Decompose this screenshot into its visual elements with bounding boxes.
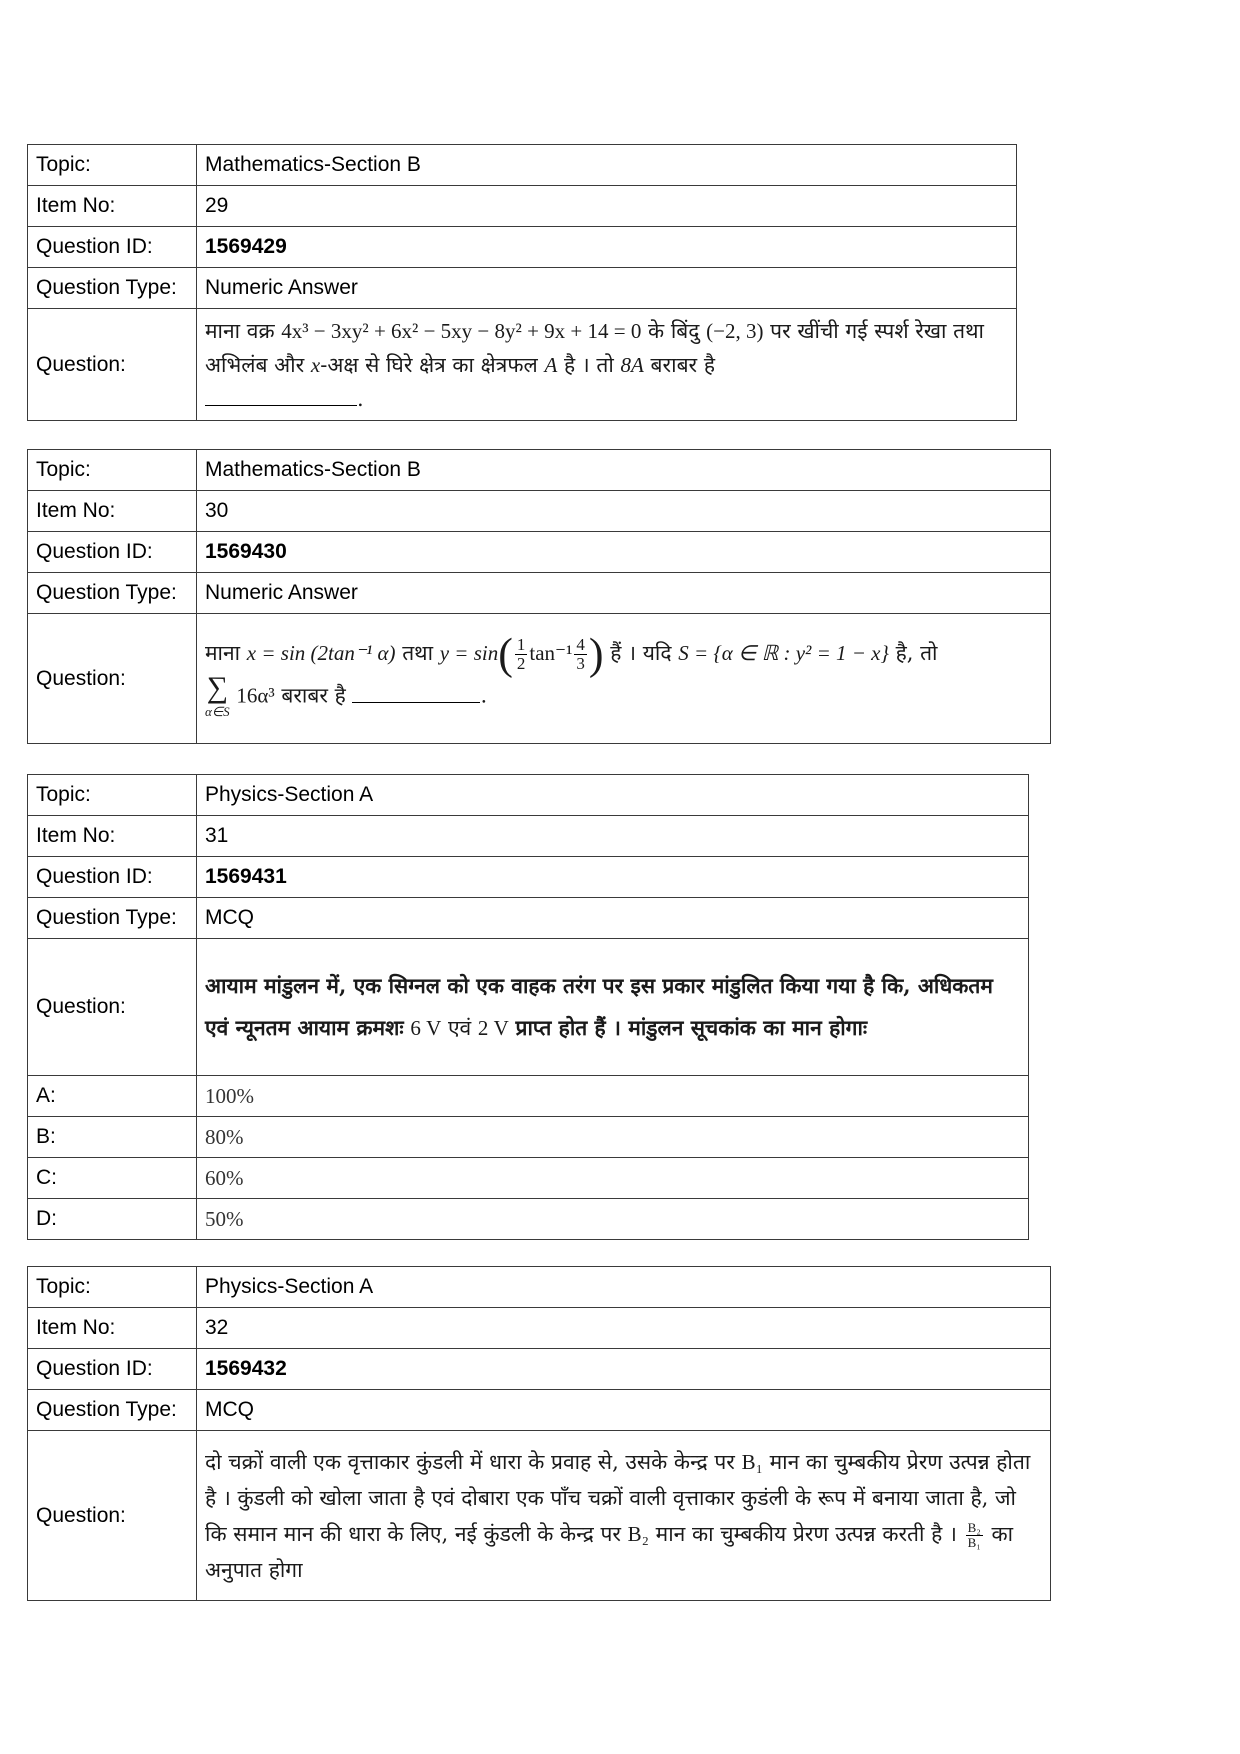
item-no-label: Item No: bbox=[28, 1308, 197, 1349]
question-id-label: Question ID: bbox=[28, 857, 197, 898]
q-text-part: बराबर है bbox=[650, 352, 715, 377]
question-block-29 bbox=[27, 144, 1017, 421]
option-value-b[interactable]: 80% bbox=[197, 1117, 1029, 1158]
question-id-value: 1569431 bbox=[197, 857, 1029, 898]
question-block-30 bbox=[27, 449, 1051, 744]
option-row-d[interactable] bbox=[28, 1199, 1029, 1240]
item-no-value: 31 bbox=[197, 816, 1029, 857]
question-id-row bbox=[28, 532, 1051, 573]
q-end: . bbox=[357, 386, 364, 411]
q-text-part: माना bbox=[205, 641, 241, 665]
item-no-value: 30 bbox=[197, 491, 1051, 532]
fraction-denominator: B₁ bbox=[967, 1534, 981, 1550]
question-type-label: Question Type: bbox=[28, 573, 197, 614]
topic-value: Mathematics-Section B bbox=[197, 145, 1017, 186]
fraction-four-thirds bbox=[574, 636, 587, 673]
topic-value: Mathematics-Section B bbox=[197, 450, 1051, 491]
question-type-value: MCQ bbox=[197, 898, 1029, 939]
fraction-denominator: 3 bbox=[576, 654, 585, 673]
q-text-part: पर खींची गई स्पर्श रेखा तथा अभिलंब और bbox=[205, 318, 984, 377]
topic-row bbox=[28, 145, 1017, 186]
q-var-x: x bbox=[310, 352, 321, 377]
question-type-label: Question Type: bbox=[28, 268, 197, 309]
q-text-part: एवं bbox=[447, 1016, 472, 1040]
item-no-row bbox=[28, 1308, 1051, 1349]
sum-term: 16α³ bbox=[236, 683, 275, 708]
item-no-value: 32 bbox=[197, 1308, 1051, 1349]
option-label-c: C: bbox=[28, 1158, 197, 1199]
sum-subscript: α∈S bbox=[205, 704, 230, 719]
q-text-part: माना वक्र bbox=[205, 318, 275, 343]
question-id-label: Question ID: bbox=[28, 1349, 197, 1390]
q-text-part: हैं । यदि bbox=[610, 641, 672, 665]
topic-label: Topic: bbox=[28, 145, 197, 186]
topic-label: Topic: bbox=[28, 775, 197, 816]
question-id-row bbox=[28, 1349, 1051, 1390]
option-row-b[interactable] bbox=[28, 1117, 1029, 1158]
question-text bbox=[197, 309, 1017, 421]
question-text bbox=[197, 939, 1029, 1076]
option-label-a: A: bbox=[28, 1076, 197, 1117]
topic-row bbox=[28, 775, 1029, 816]
question-type-row bbox=[28, 573, 1051, 614]
topic-row bbox=[28, 450, 1051, 491]
question-type-row bbox=[28, 898, 1029, 939]
question-block-32 bbox=[27, 1266, 1051, 1601]
right-paren: ) bbox=[588, 629, 604, 679]
question-type-value: MCQ bbox=[197, 1390, 1051, 1431]
topic-value: Physics-Section A bbox=[197, 1267, 1051, 1308]
topic-value: Physics-Section A bbox=[197, 775, 1029, 816]
q-equation: 4x³ − 3xy² + 6x² − 5xy − 8y² + 9x + 14 = 0 bbox=[281, 318, 642, 343]
question-text bbox=[197, 1431, 1051, 1601]
q-end: . bbox=[480, 683, 488, 708]
q-expr-8a: 8A bbox=[620, 352, 644, 377]
option-label-b: B: bbox=[28, 1117, 197, 1158]
answer-blank bbox=[352, 680, 480, 703]
question-id-label: Question ID: bbox=[28, 227, 197, 268]
question-type-row bbox=[28, 268, 1017, 309]
q-point: (−2, 3) bbox=[706, 318, 764, 343]
option-label-d: D: bbox=[28, 1199, 197, 1240]
q-text-part: प्राप्त होत हैं । मांडुलन सूचकांक का मान होगाः bbox=[515, 1015, 868, 1040]
fraction-numerator: B₂ bbox=[967, 1519, 981, 1535]
option-value-c[interactable]: 60% bbox=[197, 1158, 1029, 1199]
q-text-part: आयाम मांडुलन में, एक सिग्नल को एक वाहक तरंग पर इस प्रकार मांडुलित किया गया है कि, अधिकतम एवं न्यूनतम आयाम क्रमशः bbox=[205, 973, 993, 1040]
question-id-value: 1569432 bbox=[197, 1349, 1051, 1390]
question-label: Question: bbox=[28, 1431, 197, 1601]
question-type-row bbox=[28, 1390, 1051, 1431]
question-row bbox=[28, 939, 1029, 1076]
sigma-symbol: ∑ bbox=[206, 671, 229, 704]
question-type-label: Question Type: bbox=[28, 1390, 197, 1431]
q-text-part: तथा bbox=[402, 641, 434, 665]
q-text-part: दो चक्रों वाली एक वृत्ताकार कुंडली में धारा के प्रवाह से, उसके केन्द्र पर bbox=[205, 1449, 735, 1474]
question-id-label: Question ID: bbox=[28, 532, 197, 573]
item-no-label: Item No: bbox=[28, 491, 197, 532]
q-y-equation: y = sin bbox=[439, 641, 499, 665]
question-label: Question: bbox=[28, 939, 197, 1076]
question-type-value: Numeric Answer bbox=[197, 573, 1051, 614]
fraction-numerator: 4 bbox=[576, 635, 585, 654]
q-text-part: के बिंदु bbox=[648, 318, 700, 343]
item-no-label: Item No: bbox=[28, 186, 197, 227]
item-no-label: Item No: bbox=[28, 816, 197, 857]
question-block-31 bbox=[27, 774, 1029, 1240]
option-row-a[interactable] bbox=[28, 1076, 1029, 1117]
q-b1: B₁ bbox=[741, 1449, 763, 1474]
item-no-value: 29 bbox=[197, 186, 1017, 227]
question-text bbox=[197, 614, 1051, 744]
item-no-row bbox=[28, 816, 1029, 857]
q-tan-inverse: tan⁻¹ bbox=[529, 641, 573, 665]
q-text-part: मान का चुम्बकीय प्रेरण उत्पन्न होता है । कुंडली को खोला जाता है एवं दोबारा एक पाँच चक्रों वाली वृत्ताकार कुडंली के रूप में बनाया जाता है, जो कि समान मान की धारा के लिए, नई कुंडली के केन्द्र पर bbox=[205, 1449, 1031, 1546]
answer-blank bbox=[205, 383, 357, 406]
q-text-part: है, तो bbox=[895, 641, 938, 665]
question-row bbox=[28, 309, 1017, 421]
q-text-part: बराबर है bbox=[281, 683, 346, 708]
q-voltage-min: 2 V bbox=[477, 1016, 509, 1040]
q-b2: B₂ bbox=[627, 1521, 649, 1546]
q-voltage-max: 6 V bbox=[410, 1016, 442, 1040]
q-text-part: मान का चुम्बकीय प्रेरण उत्पन्न करती है । bbox=[655, 1521, 957, 1546]
topic-label: Topic: bbox=[28, 1267, 197, 1308]
q-x-equation: x = sin (2tan⁻¹ α) bbox=[246, 641, 396, 665]
question-id-row bbox=[28, 857, 1029, 898]
question-label: Question: bbox=[28, 614, 197, 744]
fraction-denominator: 2 bbox=[516, 654, 526, 673]
q-var-a: A bbox=[544, 352, 558, 377]
q-text-part: का अनुपात होगा bbox=[205, 1521, 1014, 1582]
question-type-value: Numeric Answer bbox=[197, 268, 1017, 309]
question-type-label: Question Type: bbox=[28, 898, 197, 939]
question-row bbox=[28, 614, 1051, 744]
q-text-part: है । तो bbox=[563, 352, 614, 377]
fraction-numerator: 1 bbox=[516, 635, 526, 654]
question-id-row bbox=[28, 227, 1017, 268]
q-set-s: S = {α ∈ ℝ : y² = 1 − x} bbox=[678, 641, 889, 665]
item-no-row bbox=[28, 491, 1051, 532]
question-row bbox=[28, 1431, 1051, 1601]
topic-label: Topic: bbox=[28, 450, 197, 491]
option-value-d[interactable]: 50% bbox=[197, 1199, 1029, 1240]
ratio-fraction bbox=[966, 1521, 983, 1550]
question-label: Question: bbox=[28, 309, 197, 421]
q-text-part: -अक्ष से घिरे क्षेत्र का क्षेत्रफल bbox=[320, 352, 538, 377]
left-paren: ( bbox=[498, 629, 513, 679]
option-row-c[interactable] bbox=[28, 1158, 1029, 1199]
option-value-a[interactable]: 100% bbox=[197, 1076, 1029, 1117]
fraction-half bbox=[515, 636, 528, 673]
topic-row bbox=[28, 1267, 1051, 1308]
item-no-row bbox=[28, 186, 1017, 227]
question-id-value: 1569429 bbox=[197, 227, 1017, 268]
summation bbox=[205, 673, 230, 721]
question-id-value: 1569430 bbox=[197, 532, 1051, 573]
